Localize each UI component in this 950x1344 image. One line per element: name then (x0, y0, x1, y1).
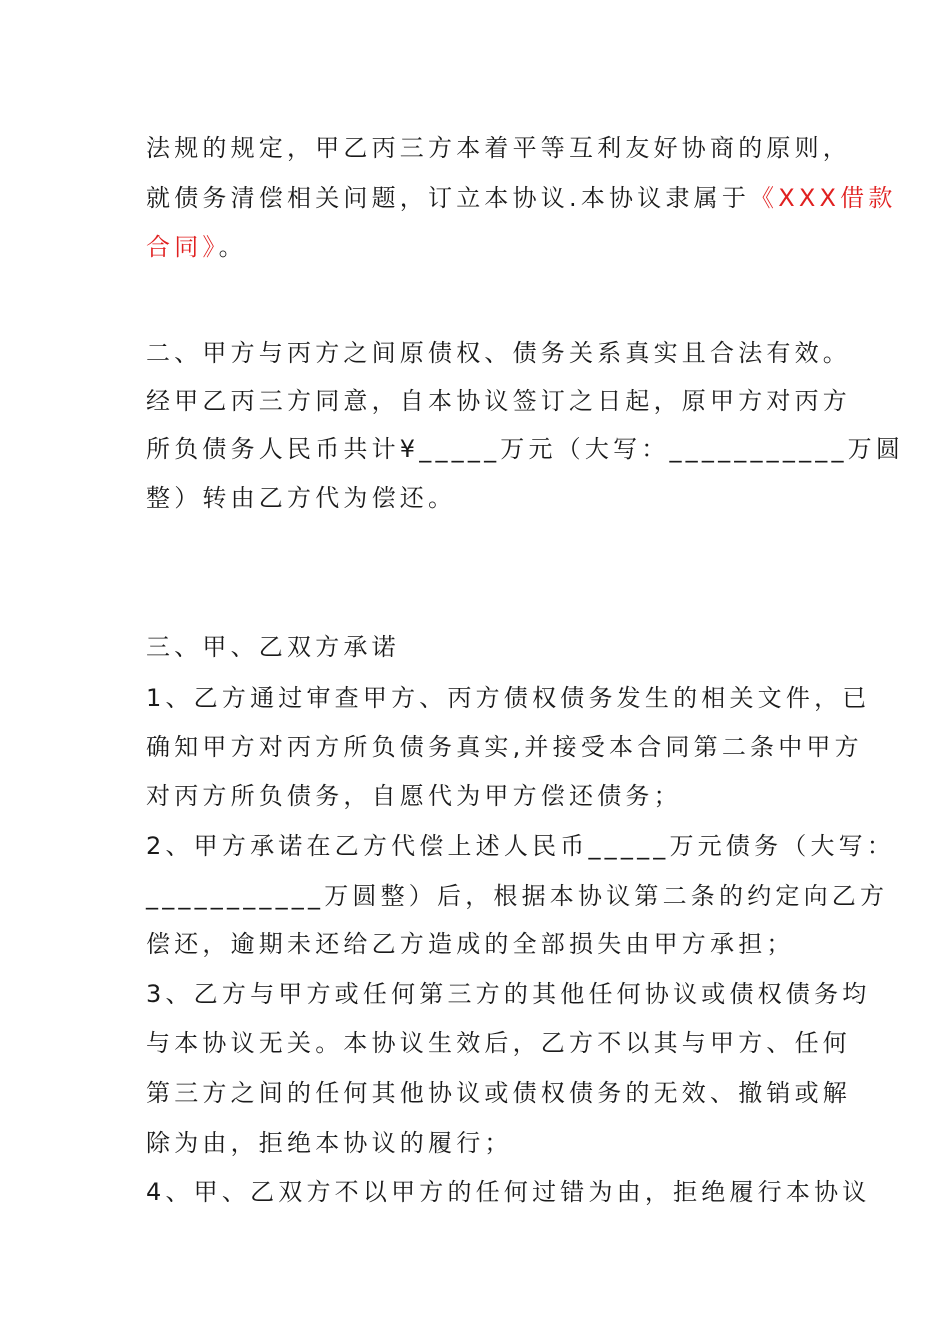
item-3-line-2: 与本协议无关。本协议生效后，乙方不以其与甲方、任何 (146, 1029, 851, 1057)
section-two-line-3: 所负债务人民币共计¥_____万元（大写：___________万圆 (146, 435, 905, 463)
item-1-line-3: 对丙方所负债务，自愿代为甲方偿还债务； (146, 782, 682, 810)
item-3-line-1: 3、乙方与甲方或任何第三方的其他任何协议或债权债务均 (146, 980, 871, 1008)
section-two-line-4: 整）转由乙方代为偿还。 (146, 484, 457, 512)
contract-reference-end: 合同》 (146, 233, 219, 261)
intro-line-3 (146, 232, 247, 262)
section-two-line-2: 经甲乙丙三方同意，自本协议签订之日起，原甲方对丙方 (146, 387, 851, 415)
contract-reference-start: 《XXX借款 (750, 184, 897, 212)
item-4-line-1: 4、甲、乙双方不以甲方的任何过错为由，拒绝履行本协议 (146, 1178, 871, 1206)
intro-line-2 (146, 183, 897, 213)
item-2-line-2: ___________万圆整）后，根据本协议第二条的约定向乙方 (146, 882, 889, 910)
item-2-line-1: 2、甲方承诺在乙方代偿上述人民币_____万元债务（大写： (146, 832, 896, 860)
section-two-line-1: 二、甲方与丙方之间原债权、债务关系真实且合法有效。 (146, 339, 851, 367)
intro-line-2-text: 就债务清偿相关问题，订立本协议.本协议隶属于 (146, 184, 751, 212)
intro-line-1: 法规的规定，甲乙丙三方本着平等互利友好协商的原则， (146, 134, 851, 162)
item-3-line-4: 除为由，拒绝本协议的履行； (146, 1129, 513, 1157)
item-1-line-2: 确知甲方对丙方所负债务真实,并接受本合同第二条中甲方 (146, 733, 863, 761)
item-2-line-3: 偿还，逾期未还给乙方造成的全部损失由甲方承担； (146, 930, 795, 958)
item-1-line-1: 1、乙方通过审查甲方、丙方债权债务发生的相关文件，已 (146, 684, 871, 712)
section-three-heading: 三、甲、乙双方承诺 (146, 633, 400, 661)
item-3-line-3: 第三方之间的任何其他协议或债权债务的无效、撤销或解 (146, 1079, 851, 1107)
intro-line-3-text: 。 (218, 233, 247, 261)
